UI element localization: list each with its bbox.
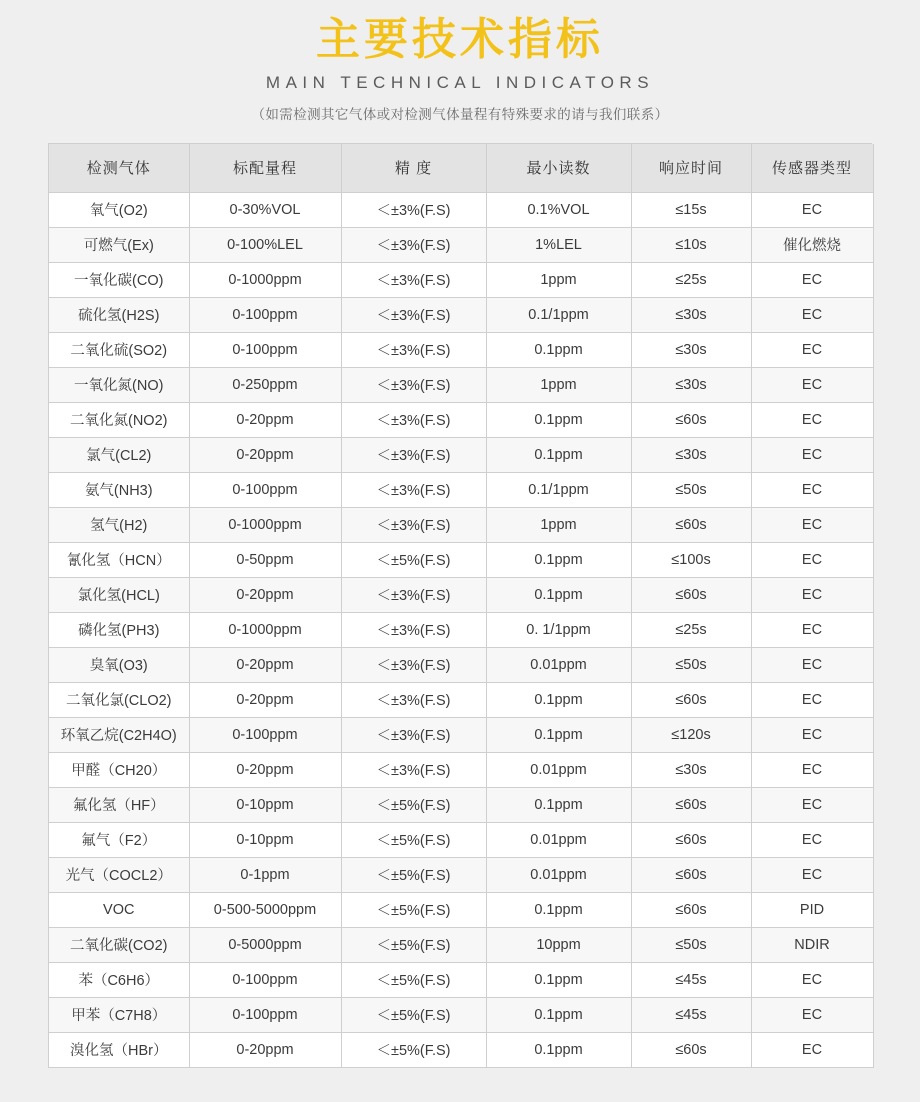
- cell-range: 0-10ppm: [189, 822, 341, 857]
- cell-sensor-type: EC: [751, 192, 873, 227]
- cell-sensor-type: EC: [751, 297, 873, 332]
- cell-range: 0-50ppm: [189, 542, 341, 577]
- cell-response-time: ≤30s: [631, 297, 751, 332]
- cell-resolution: 0.1ppm: [486, 577, 631, 612]
- cell-sensor-type: EC: [751, 262, 873, 297]
- cell-sensor-type: EC: [751, 332, 873, 367]
- page-title: 主要技术指标: [316, 14, 604, 65]
- cell-gas: 氧气(O2): [49, 192, 189, 227]
- cell-sensor-type: EC: [751, 752, 873, 787]
- cell-gas: 磷化氢(PH3): [49, 612, 189, 647]
- table-row: [49, 822, 873, 857]
- cell-gas: 一氧化氮(NO): [49, 367, 189, 402]
- cell-accuracy: ＜±3%(F.S): [341, 507, 486, 542]
- cell-response-time: ≤60s: [631, 857, 751, 892]
- table-row: [49, 332, 873, 367]
- column-header-gas: 检测气体: [49, 144, 189, 192]
- table-row: [49, 997, 873, 1032]
- spec-table-wrapper: [48, 143, 872, 1068]
- cell-gas: 二氧化氮(NO2): [49, 402, 189, 437]
- cell-accuracy: ＜±5%(F.S): [341, 927, 486, 962]
- table-row: [49, 262, 873, 297]
- cell-resolution: 0.1ppm: [486, 962, 631, 997]
- cell-resolution: 0.1ppm: [486, 892, 631, 927]
- cell-range: 0-100ppm: [189, 997, 341, 1032]
- cell-sensor-type: EC: [751, 577, 873, 612]
- cell-range: 0-30%VOL: [189, 192, 341, 227]
- cell-resolution: 0.1ppm: [486, 1032, 631, 1067]
- page-subtitle: MAIN TECHNICAL INDICATORS: [265, 73, 655, 92]
- cell-accuracy: ＜±5%(F.S): [341, 1032, 486, 1067]
- table-header-row: [49, 144, 873, 192]
- cell-range: 0-20ppm: [189, 682, 341, 717]
- cell-range: 0-20ppm: [189, 647, 341, 682]
- table-row: [49, 437, 873, 472]
- table-row: [49, 717, 873, 752]
- cell-gas: 一氧化碳(CO): [49, 262, 189, 297]
- cell-sensor-type: EC: [751, 717, 873, 752]
- cell-sensor-type: NDIR: [751, 927, 873, 962]
- cell-accuracy: ＜±3%(F.S): [341, 332, 486, 367]
- cell-range: 0-500-5000ppm: [189, 892, 341, 927]
- cell-response-time: ≤30s: [631, 332, 751, 367]
- cell-response-time: ≤100s: [631, 542, 751, 577]
- cell-range: 0-100ppm: [189, 472, 341, 507]
- cell-range: 0-100ppm: [189, 717, 341, 752]
- cell-range: 0-5000ppm: [189, 927, 341, 962]
- table-body: [49, 192, 873, 1067]
- table-row: [49, 507, 873, 542]
- cell-range: 0-1000ppm: [189, 507, 341, 542]
- cell-resolution: 0. 1/1ppm: [486, 612, 631, 647]
- cell-accuracy: ＜±3%(F.S): [341, 297, 486, 332]
- cell-range: 0-10ppm: [189, 787, 341, 822]
- cell-accuracy: ＜±3%(F.S): [341, 647, 486, 682]
- cell-gas: 溴化氢（HBr）: [49, 1032, 189, 1067]
- cell-range: 0-100ppm: [189, 297, 341, 332]
- table-row: [49, 577, 873, 612]
- cell-response-time: ≤50s: [631, 647, 751, 682]
- cell-response-time: ≤60s: [631, 507, 751, 542]
- cell-response-time: ≤45s: [631, 962, 751, 997]
- cell-resolution: 1ppm: [486, 507, 631, 542]
- cell-gas: VOC: [49, 892, 189, 927]
- cell-resolution: 10ppm: [486, 927, 631, 962]
- cell-response-time: ≤30s: [631, 752, 751, 787]
- table-row: [49, 612, 873, 647]
- cell-resolution: 0.01ppm: [486, 647, 631, 682]
- cell-gas: 二氧化碳(CO2): [49, 927, 189, 962]
- column-header-accuracy: 精 度: [341, 144, 486, 192]
- cell-resolution: 0.01ppm: [486, 752, 631, 787]
- cell-response-time: ≤60s: [631, 787, 751, 822]
- cell-resolution: 0.01ppm: [486, 857, 631, 892]
- cell-response-time: ≤25s: [631, 262, 751, 297]
- cell-accuracy: ＜±3%(F.S): [341, 577, 486, 612]
- cell-gas: 氯气(CL2): [49, 437, 189, 472]
- cell-accuracy: ＜±3%(F.S): [341, 262, 486, 297]
- column-header-response-time: 响应时间: [631, 144, 751, 192]
- cell-range: 0-20ppm: [189, 437, 341, 472]
- cell-gas: 甲苯（C7H8）: [49, 997, 189, 1032]
- table-row: [49, 752, 873, 787]
- table-row: [49, 472, 873, 507]
- cell-range: 0-100%LEL: [189, 227, 341, 262]
- cell-resolution: 0.1ppm: [486, 437, 631, 472]
- table-row: [49, 682, 873, 717]
- cell-sensor-type: 催化燃烧: [751, 227, 873, 262]
- cell-resolution: 0.1ppm: [486, 717, 631, 752]
- table-row: [49, 857, 873, 892]
- cell-sensor-type: EC: [751, 542, 873, 577]
- cell-accuracy: ＜±3%(F.S): [341, 682, 486, 717]
- cell-accuracy: ＜±5%(F.S): [341, 857, 486, 892]
- cell-gas: 氨气(NH3): [49, 472, 189, 507]
- cell-sensor-type: PID: [751, 892, 873, 927]
- cell-resolution: 0.1ppm: [486, 997, 631, 1032]
- column-header-sensor-type: 传感器类型: [751, 144, 873, 192]
- cell-sensor-type: EC: [751, 612, 873, 647]
- cell-response-time: ≤10s: [631, 227, 751, 262]
- cell-gas: 氯化氢(HCL): [49, 577, 189, 612]
- cell-accuracy: ＜±3%(F.S): [341, 612, 486, 647]
- cell-accuracy: ＜±3%(F.S): [341, 472, 486, 507]
- spec-table: [49, 144, 874, 1068]
- cell-response-time: ≤50s: [631, 927, 751, 962]
- cell-response-time: ≤60s: [631, 892, 751, 927]
- cell-sensor-type: EC: [751, 437, 873, 472]
- cell-gas: 可燃气(Ex): [49, 227, 189, 262]
- table-row: [49, 542, 873, 577]
- cell-accuracy: ＜±5%(F.S): [341, 787, 486, 822]
- cell-accuracy: ＜±5%(F.S): [341, 822, 486, 857]
- cell-response-time: ≤15s: [631, 192, 751, 227]
- cell-accuracy: ＜±5%(F.S): [341, 542, 486, 577]
- cell-resolution: 0.1/1ppm: [486, 297, 631, 332]
- cell-accuracy: ＜±5%(F.S): [341, 892, 486, 927]
- table-row: [49, 227, 873, 262]
- cell-sensor-type: EC: [751, 472, 873, 507]
- cell-response-time: ≤50s: [631, 472, 751, 507]
- table-row: [49, 297, 873, 332]
- cell-resolution: 0.1ppm: [486, 332, 631, 367]
- cell-gas: 氟化氢（HF）: [49, 787, 189, 822]
- cell-sensor-type: EC: [751, 857, 873, 892]
- column-header-range: 标配量程: [189, 144, 341, 192]
- cell-resolution: 1ppm: [486, 367, 631, 402]
- table-row: [49, 647, 873, 682]
- cell-sensor-type: EC: [751, 507, 873, 542]
- cell-resolution: 0.01ppm: [486, 822, 631, 857]
- table-row: [49, 192, 873, 227]
- table-row: [49, 962, 873, 997]
- cell-response-time: ≤30s: [631, 437, 751, 472]
- table-row: [49, 927, 873, 962]
- cell-sensor-type: EC: [751, 647, 873, 682]
- cell-accuracy: ＜±3%(F.S): [341, 227, 486, 262]
- column-header-resolution: 最小读数: [486, 144, 631, 192]
- cell-sensor-type: EC: [751, 997, 873, 1032]
- cell-range: 0-1000ppm: [189, 262, 341, 297]
- cell-response-time: ≤30s: [631, 367, 751, 402]
- table-row: [49, 402, 873, 437]
- cell-response-time: ≤25s: [631, 612, 751, 647]
- cell-range: 0-250ppm: [189, 367, 341, 402]
- cell-gas: 二氧化硫(SO2): [49, 332, 189, 367]
- cell-gas: 二氧化氯(CLO2): [49, 682, 189, 717]
- table-row: [49, 787, 873, 822]
- cell-response-time: ≤60s: [631, 1032, 751, 1067]
- cell-range: 0-1ppm: [189, 857, 341, 892]
- cell-range: 0-100ppm: [189, 332, 341, 367]
- cell-accuracy: ＜±3%(F.S): [341, 437, 486, 472]
- cell-range: 0-20ppm: [189, 577, 341, 612]
- table-row: [49, 892, 873, 927]
- cell-gas: 苯（C6H6）: [49, 962, 189, 997]
- cell-accuracy: ＜±3%(F.S): [341, 752, 486, 787]
- cell-sensor-type: EC: [751, 682, 873, 717]
- cell-range: 0-100ppm: [189, 962, 341, 997]
- cell-resolution: 0.1/1ppm: [486, 472, 631, 507]
- table-row: [49, 367, 873, 402]
- cell-response-time: ≤60s: [631, 402, 751, 437]
- cell-range: 0-20ppm: [189, 1032, 341, 1067]
- cell-resolution: 0.1ppm: [486, 542, 631, 577]
- cell-accuracy: ＜±3%(F.S): [341, 192, 486, 227]
- cell-resolution: 1%LEL: [486, 227, 631, 262]
- cell-range: 0-1000ppm: [189, 612, 341, 647]
- cell-accuracy: ＜±3%(F.S): [341, 402, 486, 437]
- cell-gas: 氢气(H2): [49, 507, 189, 542]
- table-row: [49, 1032, 873, 1067]
- cell-sensor-type: EC: [751, 822, 873, 857]
- cell-resolution: 1ppm: [486, 262, 631, 297]
- cell-resolution: 0.1ppm: [486, 787, 631, 822]
- cell-response-time: ≤45s: [631, 997, 751, 1032]
- cell-resolution: 0.1ppm: [486, 402, 631, 437]
- cell-resolution: 0.1ppm: [486, 682, 631, 717]
- cell-sensor-type: EC: [751, 962, 873, 997]
- cell-gas: 环氧乙烷(C2H4O): [49, 717, 189, 752]
- cell-gas: 氟气（F2）: [49, 822, 189, 857]
- cell-accuracy: ＜±5%(F.S): [341, 997, 486, 1032]
- cell-response-time: ≤120s: [631, 717, 751, 752]
- cell-gas: 光气（COCL2）: [49, 857, 189, 892]
- cell-gas: 氰化氢（HCN）: [49, 542, 189, 577]
- cell-sensor-type: EC: [751, 1032, 873, 1067]
- cell-response-time: ≤60s: [631, 682, 751, 717]
- cell-range: 0-20ppm: [189, 752, 341, 787]
- cell-sensor-type: EC: [751, 787, 873, 822]
- page-note: （如需检测其它气体或对检测气体量程有特殊要求的请与我们联系）: [251, 107, 669, 122]
- cell-resolution: 0.1%VOL: [486, 192, 631, 227]
- cell-sensor-type: EC: [751, 402, 873, 437]
- page-header: [0, 0, 920, 123]
- cell-gas: 硫化氢(H2S): [49, 297, 189, 332]
- cell-gas: 甲醛（CH20）: [49, 752, 189, 787]
- cell-response-time: ≤60s: [631, 577, 751, 612]
- cell-sensor-type: EC: [751, 367, 873, 402]
- cell-accuracy: ＜±3%(F.S): [341, 717, 486, 752]
- cell-range: 0-20ppm: [189, 402, 341, 437]
- cell-gas: 臭氧(O3): [49, 647, 189, 682]
- cell-accuracy: ＜±3%(F.S): [341, 367, 486, 402]
- cell-response-time: ≤60s: [631, 822, 751, 857]
- cell-accuracy: ＜±5%(F.S): [341, 962, 486, 997]
